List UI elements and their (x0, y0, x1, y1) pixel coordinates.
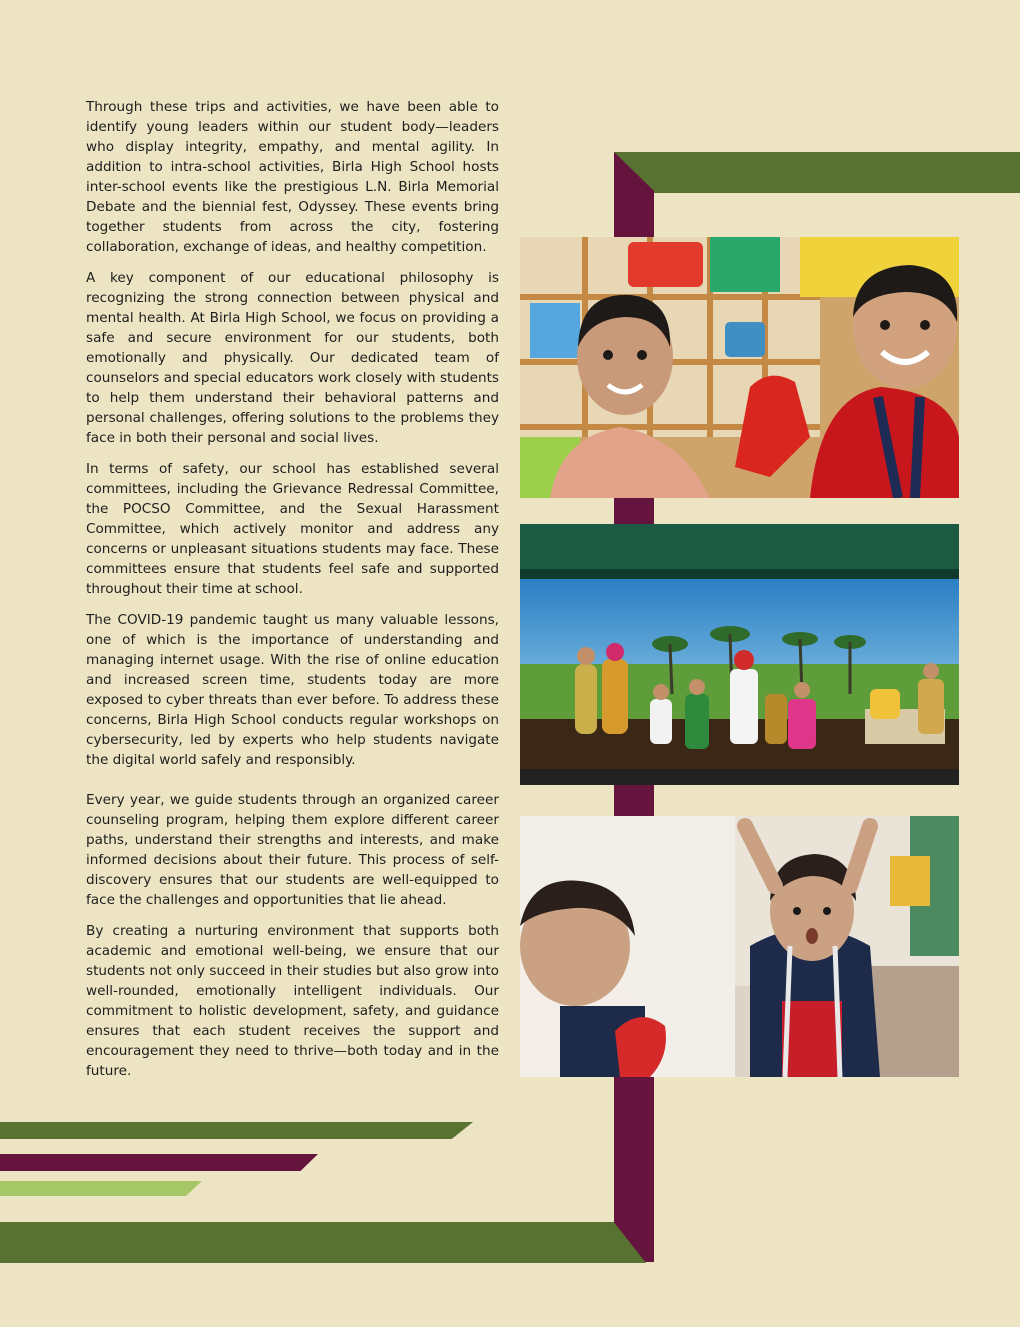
toddlers-illustration (520, 816, 959, 1077)
photo-toddlers-playing (520, 816, 959, 1077)
photo-classroom-children (520, 237, 959, 498)
paragraph-safety-committees: In terms of safety, our school has established several committees, including the Grievance Redressal Committee, the POCSO Committee, and the Sexual Harassment Committee, which actively monitor and address any concerns or unpleasant situations students may face. These committees ensure that students feel safe and supported throughout their time at school. (86, 461, 499, 597)
green-top-bar (614, 152, 1020, 193)
paragraph-nurturing-environment: By creating a nurturing environment that supports both academic and emotional well-being, we ensure that our students not only succeed in their studies but also grow into well-rounded, emotionally intelligent individuals. Our commitment to holistic development, safety, and guidance ensures that each student receives the support and encouragement they need to thrive—both today and in the future. (86, 923, 499, 1079)
green-bottom-bar (0, 1222, 646, 1263)
paragraph-career-counseling: Every year, we guide students through an organized career counseling program, helping them explore different career paths, understand their strengths and interests, and make informed decisions about their future. This process of self-discovery ensures that our students are well-equipped to face the challenges and opportunities that lie ahead. (86, 792, 499, 908)
lime-stripe (0, 1181, 202, 1196)
classroom-illustration (520, 237, 959, 498)
paragraph-covid-cybersecurity: The COVID-19 pandemic taught us many valuable lessons, one of which is the importance of understanding and managing internet usage. With the rise of online education and increased screen time, students today are more exposed to cyber threats than ever before. To address these concerns, Birla High School conducts regular workshops on cybersecurity, led by experts who help students navigate the digital world safely and responsibly. (86, 612, 499, 768)
text-column (86, 97, 499, 1092)
paragraph-physical-mental-health: A key component of our educational philosophy is recognizing the strong connection between physical and mental health. At Birla High School, we focus on providing a safe and secure environment for our students, both emotionally and physically. Our dedicated team of counselors and special educators work closely with students to help them understand their behavioral patterns and personal challenges, offering solutions to the problems they face in both their personal and social lives. (86, 270, 499, 446)
green-stripe (0, 1122, 473, 1139)
paragraph-trips-activities: Through these trips and activities, we have been able to identify young leaders within our student body—leaders who display integrity, empathy, and mental agility. In addition to intra-school activities, Birla High School hosts inter-school events like the prestigious L.N. Birla Memorial Debate and the biennial fest, Odyssey. These events bring together students from across the city, fostering collaboration, exchange of ideas, and healthy competition. (86, 99, 499, 255)
stage-illustration (520, 524, 959, 785)
purple-stripe (0, 1154, 318, 1171)
photo-stage-performance (520, 524, 959, 785)
